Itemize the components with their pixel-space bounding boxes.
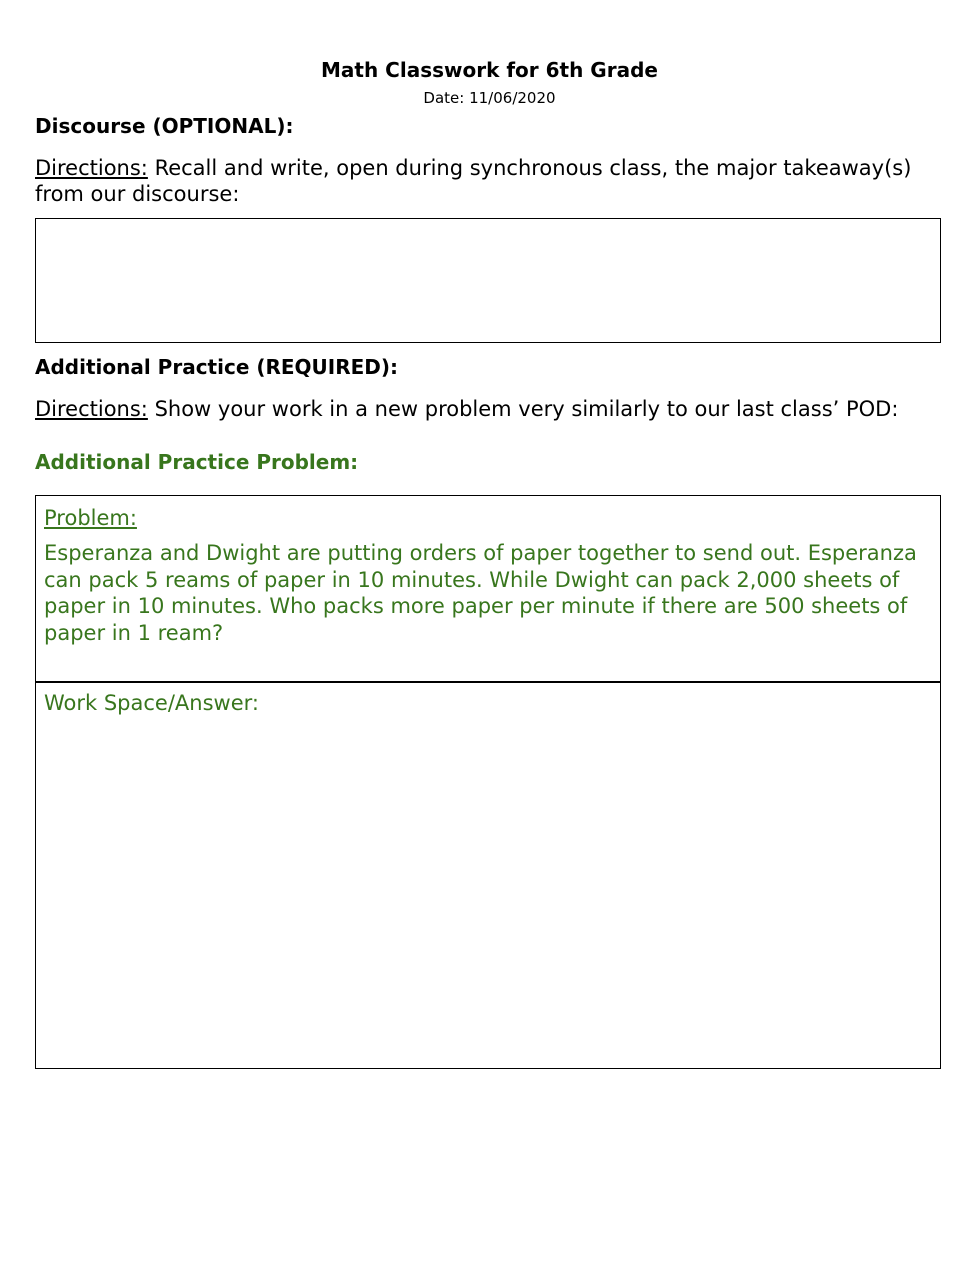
page-date: Date: 11/06/2020 [423, 89, 556, 107]
discourse-directions-label: Directions: [35, 156, 148, 180]
work-space-box[interactable] [35, 681, 941, 1069]
discourse-heading: Discourse (OPTIONAL): [35, 114, 294, 138]
practice-directions-label: Directions: [35, 397, 148, 421]
work-space-label: Work Space/Answer: [44, 691, 259, 715]
problem-box [35, 495, 941, 683]
problem-label: Problem: [44, 506, 137, 530]
problem-text: Esperanza and Dwight are putting orders of paper together to send out. Esperanza can pack 5 reams of paper in 10 minutes. While Dwight can pack 2,000 sheets of paper in 10 minutes. Who packs more paper per minute if there are 500 sheets of paper in 1 ream? [44, 541, 917, 645]
discourse-directions [35, 155, 940, 207]
discourse-answer-text[interactable] [36, 219, 940, 342]
page-title: Math Classwork for 6th Grade [321, 58, 658, 82]
practice-directions [35, 396, 940, 422]
discourse-directions-text: Recall and write, open during synchronous class, the major takeaway(s) from our discourse: [35, 156, 912, 206]
practice-problem-heading: Additional Practice Problem: [35, 450, 359, 474]
discourse-answer-box[interactable] [35, 218, 941, 343]
practice-directions-text: Show your work in a new problem very similarly to our last class’ POD: [147, 397, 899, 421]
practice-heading: Additional Practice (REQUIRED): [35, 355, 399, 379]
